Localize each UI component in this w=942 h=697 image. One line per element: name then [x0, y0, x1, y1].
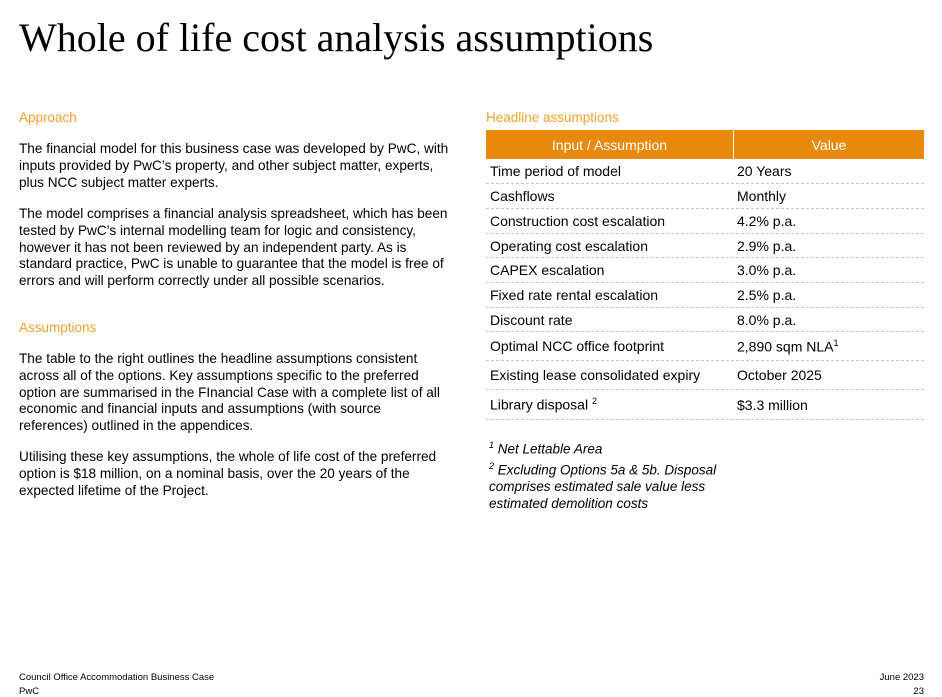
row-value	[734, 338, 924, 355]
row-value: Monthly	[737, 188, 787, 204]
row-value: 2.5% p.a.	[737, 287, 797, 303]
row-value: 2.9% p.a.	[737, 237, 797, 254]
row-value: $3.3 million	[737, 396, 808, 413]
row-value: 3.0% p.a.	[737, 262, 797, 278]
assumptions-paragraph-2: Utilising these key assumptions, the whole of life cost of the preferred option is $18 million, on a nominal basis, over the 20 years of the expected lifetime of the Project.	[19, 449, 437, 498]
row-input	[486, 396, 734, 413]
footnote-1	[489, 437, 749, 458]
table-header	[486, 130, 924, 159]
row-input: Operating cost escalation	[490, 237, 648, 254]
footnote-2-text: Excluding Options 5a & 5b. Disposal comprises estimated sale value less estimated demolition costs	[489, 462, 717, 511]
assumptions-paragraph-1: The table to the right outlines the headline assumptions consistent across all of the options. Key assumptions specific to the preferred option are summarised in the FInancial Case with a complete list of all economic and financial inputs and assumptions (with source references) outlined in the appendices.	[19, 351, 440, 434]
row-input-text: Library disposal	[490, 396, 592, 413]
row-input: Existing lease consolidated expiry	[490, 367, 701, 383]
row-input: Cashflows	[490, 188, 555, 204]
footnote-1-text: Net Lettable Area	[494, 441, 603, 457]
column-header-input: Input / Assumption	[486, 130, 734, 159]
row-value: 4.2% p.a.	[737, 213, 797, 229]
table-row	[486, 332, 924, 361]
footer-date: June 2023	[879, 672, 924, 683]
approach-paragraph-2: The model comprises a financial analysis spreadsheet, which has been tested by PwC’s internal modelling team for logic and consistency, however it has not been reviewed by an independent party. As is standard practice, PwC is unable to guarantee that the model is free of errors and will perform correctly under all possible scenarios.	[19, 206, 448, 289]
table-row	[486, 283, 924, 308]
table-row	[486, 209, 924, 234]
row-value: 20 Years	[737, 163, 792, 179]
table-row	[486, 159, 924, 184]
footnotes	[489, 437, 749, 512]
row-value-text: 2,890 sqm NLA	[737, 338, 834, 355]
footer-company: PwC	[19, 686, 40, 697]
footnote-ref: 1	[833, 337, 839, 348]
table-row	[486, 361, 924, 390]
table-row	[486, 258, 924, 283]
approach-paragraph-1: The financial model for this business case was developed by PwC, with inputs provided by PwC’s property, and other subject matter, experts, plus NCC subject matter experts.	[19, 141, 449, 190]
column-header-value: Value	[811, 136, 847, 153]
row-value: 8.0% p.a.	[737, 311, 797, 328]
row-value: October 2025	[737, 367, 822, 383]
assumptions-heading: Assumptions	[19, 320, 97, 335]
row-input: CAPEX escalation	[490, 262, 605, 278]
row-input: Discount rate	[490, 311, 573, 328]
table-row	[486, 184, 924, 209]
row-input: Construction cost escalation	[490, 213, 666, 229]
footer-document-title: Council Office Accommodation Business Case	[19, 672, 215, 683]
table-row	[486, 308, 924, 332]
approach-heading: Approach	[19, 110, 77, 125]
row-input: Fixed rate rental escalation	[490, 287, 659, 303]
table-row	[486, 390, 924, 420]
row-input: Time period of model	[490, 163, 621, 179]
footnote-2	[489, 458, 749, 513]
page-number: 23	[913, 686, 924, 697]
table-row	[486, 234, 924, 258]
row-input: Optimal NCC office footprint	[490, 338, 665, 354]
footnote-1-number: 1	[489, 440, 495, 450]
headline-assumptions-heading: Headline assumptions	[486, 110, 619, 125]
footnote-ref: 2	[591, 396, 597, 407]
footnote-2-number: 2	[489, 460, 495, 471]
page-title: Whole of life cost analysis assumptions	[19, 15, 654, 60]
